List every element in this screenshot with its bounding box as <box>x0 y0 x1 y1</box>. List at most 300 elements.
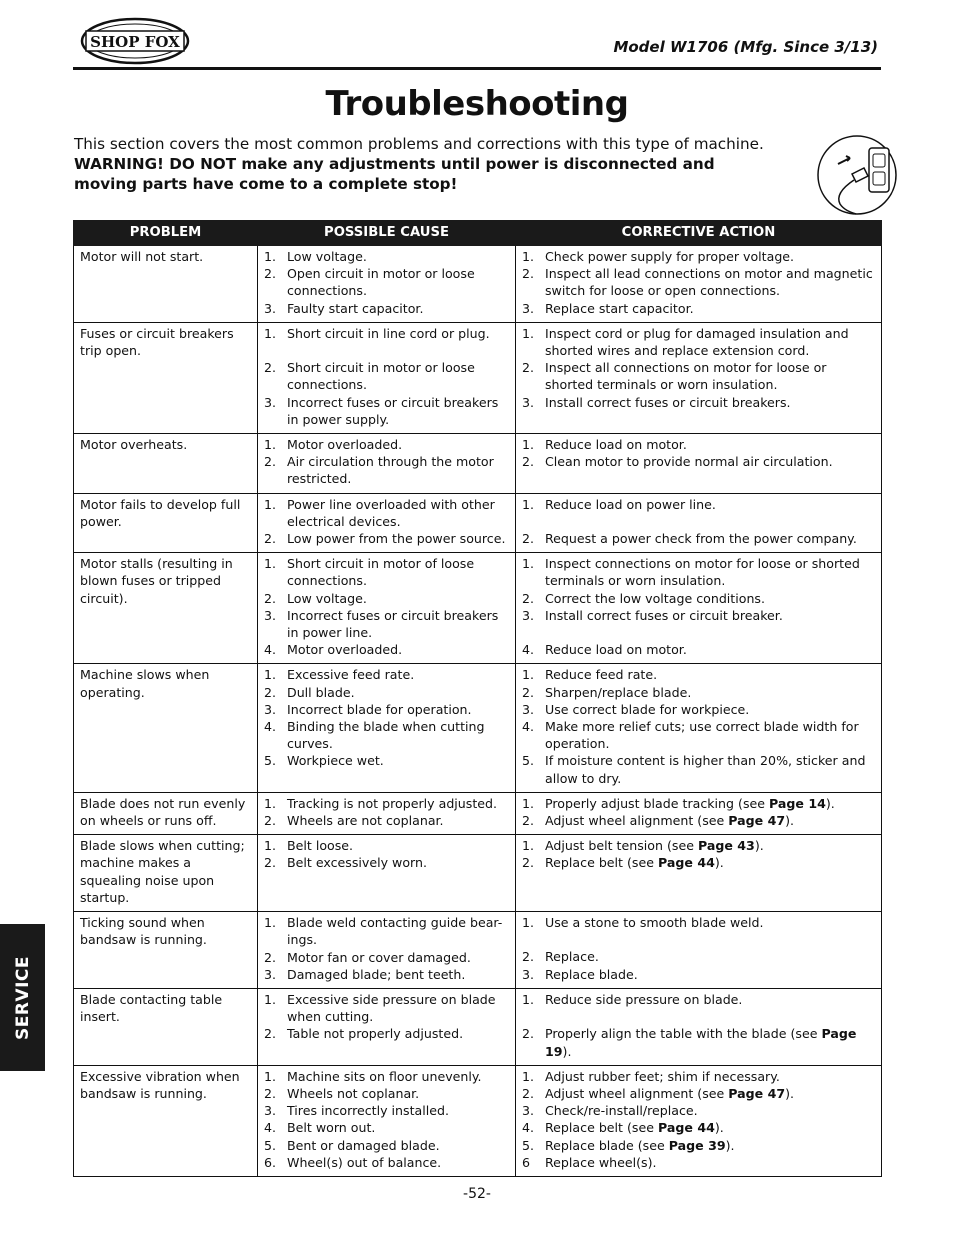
table-row <box>74 493 882 553</box>
item-text: Wheels are not coplanar. <box>287 813 444 829</box>
item-number: 3. <box>264 607 277 623</box>
item-text-end: ). <box>825 795 835 811</box>
cause-item <box>264 436 511 453</box>
item-number: 2. <box>522 1026 535 1042</box>
item-text: Machine sits on floor unevenly. <box>287 1068 482 1084</box>
cause-item <box>264 641 511 658</box>
item-text-end: ). <box>562 1043 572 1059</box>
cause-item <box>264 394 511 428</box>
cause-cell <box>258 434 516 494</box>
action-item <box>522 1025 877 1059</box>
item-number: 2. <box>264 1026 277 1042</box>
item-number: 1. <box>522 991 535 1007</box>
action-item <box>522 666 877 683</box>
action-cell <box>516 434 882 494</box>
item-text-end: ). <box>725 1137 735 1153</box>
item-text: Check/re-install/replace. <box>545 1103 698 1119</box>
cause-cell <box>258 553 516 664</box>
cause-list <box>264 914 511 983</box>
action-item <box>522 1068 877 1085</box>
action-item <box>522 701 877 718</box>
header-corrective-action: CORRECTIVE ACTION <box>516 221 882 246</box>
item-number: 3. <box>522 701 535 717</box>
item-text: Power line overloaded with other electrical devices. <box>287 496 495 529</box>
item-text: Dull blade. <box>287 684 355 700</box>
action-item <box>522 359 877 393</box>
action-cell <box>516 792 882 834</box>
item-text: Check power supply for proper voltage. <box>545 249 795 264</box>
action-item <box>522 1085 877 1102</box>
action-item <box>522 1102 877 1119</box>
cause-cell <box>258 664 516 792</box>
item-number: 2. <box>522 360 535 376</box>
item-text: Adjust belt tension (see <box>545 838 698 854</box>
unplug-icon <box>816 134 898 216</box>
page-reference: Page 43 <box>697 838 755 854</box>
action-list <box>522 795 877 829</box>
page-title: Troubleshooting <box>325 84 629 124</box>
problem-cell: Fuses or circuit breakers trip open. <box>74 322 258 433</box>
item-text: Sharpen/replace blade. <box>545 684 692 700</box>
table-body <box>74 246 882 1177</box>
action-item <box>522 966 877 983</box>
item-number: 2. <box>264 531 277 547</box>
page-reference: Page 44 <box>657 1120 715 1136</box>
cause-cell <box>258 912 516 989</box>
item-number: 1. <box>522 795 535 811</box>
item-text: Short circuit in motor or loose connections. <box>287 360 475 393</box>
item-number: 3. <box>264 1103 277 1119</box>
cause-list <box>264 496 511 548</box>
item-number: 1. <box>522 667 535 683</box>
action-item <box>522 991 877 1008</box>
problem-cell: Blade contacting table insert. <box>74 988 258 1065</box>
action-cell <box>516 246 882 323</box>
action-item <box>522 325 877 359</box>
item-text: Replace belt (see <box>545 855 658 871</box>
action-cell <box>516 912 882 989</box>
action-cell <box>516 664 882 792</box>
item-number: 2. <box>264 949 277 965</box>
action-item <box>522 300 877 317</box>
action-item <box>522 812 877 829</box>
item-text: Motor fan or cover damaged. <box>287 949 471 965</box>
item-text: Wheels not coplanar. <box>287 1085 420 1101</box>
action-item <box>522 948 877 965</box>
troubleshooting-table <box>73 220 882 1177</box>
table-row <box>74 1065 882 1176</box>
action-item <box>522 914 877 931</box>
page-reference: Page 47 <box>728 1085 786 1101</box>
item-text: Incorrect fuses or circuit breakers in power supply. <box>287 394 499 427</box>
item-number: 3. <box>522 966 535 982</box>
item-text: Open circuit in motor or loose connections. <box>287 266 475 299</box>
cause-item <box>264 991 511 1025</box>
item-text: Low power from the power source. <box>287 531 506 547</box>
item-text: Wheel(s) out of balance. <box>287 1154 442 1170</box>
item-number: 2. <box>522 949 535 965</box>
action-cell <box>516 553 882 664</box>
item-number: 2. <box>264 855 277 871</box>
cause-item <box>264 248 511 265</box>
cause-cell <box>258 493 516 553</box>
cause-item <box>264 453 511 487</box>
item-number: 4. <box>264 1120 277 1136</box>
table-row <box>74 322 882 433</box>
table-row <box>74 246 882 323</box>
item-number: 1. <box>264 249 277 264</box>
action-list <box>522 837 877 871</box>
cause-list <box>264 837 511 871</box>
item-number: 2. <box>522 684 535 700</box>
cause-item <box>264 496 511 530</box>
action-item <box>522 496 877 513</box>
item-number: 1. <box>264 496 277 512</box>
action-item <box>522 590 877 607</box>
item-text: Motor overloaded. <box>287 642 403 658</box>
cause-item <box>264 795 511 812</box>
cause-list <box>264 991 511 1043</box>
item-number: 4. <box>522 1120 535 1136</box>
problem-cell: Motor overheats. <box>74 434 258 494</box>
problem-cell: Blade slows when cutting; machine makes a squealing noise upon startup. <box>74 835 258 912</box>
side-tab-label: SERVICE <box>12 955 33 1040</box>
item-number: 1. <box>264 915 277 931</box>
item-text: Reduce load on motor. <box>545 642 687 658</box>
item-text: Incorrect fuses or circuit breakers in power line. <box>287 607 499 641</box>
action-list <box>522 666 877 786</box>
model-title: Model W1706 (Mfg. Since 3/13) <box>613 38 878 56</box>
item-text-end: ). <box>785 1085 795 1101</box>
cause-item <box>264 752 511 769</box>
action-item <box>522 837 877 854</box>
item-text: Short circuit in line cord or plug. <box>287 325 490 341</box>
action-item <box>522 248 877 265</box>
item-number: 2. <box>264 684 277 700</box>
page-reference: Page 39 <box>668 1137 726 1153</box>
item-text: Use a stone to smooth blade weld. <box>545 915 764 931</box>
cause-item <box>264 684 511 701</box>
cause-cell <box>258 322 516 433</box>
item-number: 1. <box>522 249 535 264</box>
item-text: Blade weld contacting guide bear-ings. <box>287 915 503 948</box>
page-reference: Page 19 <box>545 1026 857 1059</box>
item-text: Adjust rubber feet; shim if necessary. <box>545 1068 780 1084</box>
item-number: 1. <box>264 795 277 811</box>
cause-item <box>264 555 511 589</box>
item-text: Low voltage. <box>287 590 367 606</box>
cause-item <box>264 718 511 752</box>
action-list <box>522 325 877 411</box>
cause-item <box>264 300 511 317</box>
item-text: Inspect connections on motor for loose or shorted terminals or worn insulation. <box>545 556 860 589</box>
shop-fox-logo <box>80 16 190 66</box>
item-text-end: ). <box>714 1120 724 1136</box>
problem-cell: Excessive vibration when bandsaw is running. <box>74 1065 258 1176</box>
cause-list <box>264 555 511 658</box>
item-text: Faulty start capacitor. <box>287 300 424 316</box>
item-text: Properly align the table with the blade (see <box>545 1026 822 1042</box>
action-list <box>522 436 877 470</box>
item-text: Replace wheel(s). <box>545 1154 657 1170</box>
item-number: 2. <box>522 454 535 470</box>
item-number: 1. <box>522 915 535 931</box>
item-number: 2. <box>264 266 277 282</box>
item-number: 4. <box>264 642 277 658</box>
item-number: 3. <box>264 966 277 982</box>
item-text: Inspect all lead connections on motor and magnetic switch for loose or open connections. <box>545 266 873 299</box>
cause-list <box>264 325 511 428</box>
item-number: 1. <box>264 991 277 1007</box>
item-text: Replace belt (see <box>545 1120 658 1136</box>
item-text: Belt excessively worn. <box>287 855 427 871</box>
action-item <box>522 1154 877 1171</box>
item-text: Install correct fuses or circuit breakers. <box>545 394 791 410</box>
action-item <box>522 265 877 299</box>
item-number: 2. <box>264 590 277 606</box>
header-possible-cause: POSSIBLE CAUSE <box>258 221 516 246</box>
item-text: Replace. <box>545 949 599 965</box>
item-number: 1. <box>264 325 277 341</box>
item-text: Motor overloaded. <box>287 437 403 453</box>
service-side-tab <box>0 924 45 1071</box>
action-list <box>522 496 877 548</box>
intro-paragraph <box>74 134 764 194</box>
item-text: Replace start capacitor. <box>545 300 694 316</box>
item-text: Inspect cord or plug for damaged insulation and shorted wires and replace extension cord. <box>545 325 849 359</box>
item-number: 6. <box>264 1154 277 1170</box>
action-item <box>522 453 877 470</box>
item-number: 3. <box>522 300 535 316</box>
item-number: 1. <box>264 838 277 854</box>
action-cell <box>516 322 882 433</box>
page-number: -52- <box>463 1186 491 1202</box>
table-row <box>74 835 882 912</box>
item-number: 1. <box>522 838 535 854</box>
item-text: Reduce side pressure on blade. <box>545 991 743 1007</box>
item-text: Make more relief cuts; use correct blade width for operation. <box>545 719 859 752</box>
logo-text: SHOP FOX <box>90 33 180 51</box>
action-item <box>522 394 877 411</box>
item-text: Binding the blade when cutting curves. <box>287 719 485 752</box>
action-item <box>522 854 877 871</box>
item-number: 2. <box>522 1085 535 1101</box>
item-number: 3. <box>522 607 535 623</box>
item-number: 1. <box>264 556 277 572</box>
cause-item <box>264 530 511 547</box>
item-text: Adjust wheel alignment (see <box>545 1085 729 1101</box>
cause-item <box>264 1102 511 1119</box>
item-number: 2. <box>522 590 535 606</box>
cause-item <box>264 607 511 641</box>
action-list <box>522 1068 877 1171</box>
item-text: Excessive feed rate. <box>287 667 415 683</box>
item-number: 1. <box>264 1068 277 1084</box>
cause-item <box>264 966 511 983</box>
intro-warning: WARNING! DO NOT make any adjustments until power is disconnected and moving parts have come to a complete stop! <box>74 155 715 193</box>
cause-item <box>264 1025 511 1042</box>
item-text: Air circulation through the motor restricted. <box>287 454 494 487</box>
item-number: 3. <box>522 394 535 410</box>
item-number: 3. <box>264 300 277 316</box>
item-text: Tires incorrectly installed. <box>287 1103 449 1119</box>
item-text: If moisture content is higher than 20%, sticker and allow to dry. <box>545 753 866 786</box>
item-number: 1. <box>522 437 535 453</box>
cause-item <box>264 812 511 829</box>
action-item <box>522 752 877 786</box>
item-number: 5. <box>264 1137 277 1153</box>
page-reference: Page 14 <box>769 795 826 811</box>
item-text: Inspect all connections on motor for loose or shorted terminals or worn insulation. <box>545 360 827 393</box>
problem-cell: Blade does not run evenly on wheels or runs off. <box>74 792 258 834</box>
item-number: 6 <box>522 1154 531 1170</box>
cause-item <box>264 854 511 871</box>
table-row <box>74 792 882 834</box>
action-cell <box>516 1065 882 1176</box>
header-problem: PROBLEM <box>74 221 258 246</box>
item-text: Request a power check from the power company. <box>545 531 857 547</box>
item-text: Install correct fuses or circuit breaker. <box>545 607 783 623</box>
item-text: Reduce load on power line. <box>545 496 716 512</box>
problem-cell: Ticking sound when bandsaw is running. <box>74 912 258 989</box>
action-item <box>522 1137 877 1154</box>
item-number: 4. <box>264 719 277 735</box>
table-row <box>74 988 882 1065</box>
cause-item <box>264 701 511 718</box>
problem-cell: Machine slows when operating. <box>74 664 258 792</box>
item-number: 3. <box>522 1103 535 1119</box>
item-number: 2. <box>264 360 277 376</box>
cause-item <box>264 837 511 854</box>
item-number: 2. <box>522 813 535 829</box>
cause-cell <box>258 246 516 323</box>
item-text: Clean motor to provide normal air circulation. <box>545 454 833 470</box>
cause-list <box>264 1068 511 1171</box>
cause-item <box>264 666 511 683</box>
action-item <box>522 718 877 752</box>
item-text: Table not properly adjusted. <box>287 1026 464 1042</box>
problem-cell: Motor will not start. <box>74 246 258 323</box>
action-list <box>522 991 877 1060</box>
item-text: Short circuit in motor of loose connections. <box>287 556 475 589</box>
item-text-end: ). <box>754 838 764 854</box>
item-text: Belt loose. <box>287 838 354 854</box>
item-text: Properly adjust blade tracking (see <box>545 795 770 811</box>
action-item <box>522 530 877 547</box>
item-text-end: ). <box>714 855 724 871</box>
item-text: Incorrect blade for operation. <box>287 701 472 717</box>
cause-cell <box>258 792 516 834</box>
item-text: Use correct blade for workpiece. <box>545 701 750 717</box>
cause-item <box>264 949 511 966</box>
item-text: Belt worn out. <box>287 1120 376 1136</box>
item-number: 3. <box>264 701 277 717</box>
cause-item <box>264 914 511 948</box>
cause-item <box>264 359 511 393</box>
item-number: 1. <box>522 1068 535 1084</box>
intro-text: This section covers the most common problems and corrections with this type of machine. <box>74 135 764 153</box>
action-item <box>522 436 877 453</box>
action-item <box>522 641 877 658</box>
cause-item <box>264 1085 511 1102</box>
cause-cell <box>258 988 516 1065</box>
cause-list <box>264 795 511 829</box>
action-item <box>522 1119 877 1136</box>
item-number: 2. <box>264 454 277 470</box>
cause-item <box>264 1119 511 1136</box>
action-list <box>522 555 877 658</box>
table-row <box>74 664 882 792</box>
item-number: 5. <box>522 1137 535 1153</box>
cause-item <box>264 1068 511 1085</box>
item-number: 5. <box>264 753 277 769</box>
cause-cell <box>258 1065 516 1176</box>
action-cell <box>516 493 882 553</box>
header-rule <box>73 67 881 70</box>
cause-item <box>264 590 511 607</box>
action-cell <box>516 835 882 912</box>
item-text: Replace blade. <box>545 966 638 982</box>
item-text: Workpiece wet. <box>287 753 384 769</box>
action-item <box>522 795 877 812</box>
cause-item <box>264 265 511 299</box>
table-row <box>74 434 882 494</box>
item-number: 5. <box>522 753 535 769</box>
item-text: Correct the low voltage conditions. <box>545 590 765 606</box>
action-item <box>522 684 877 701</box>
item-number: 1. <box>522 496 535 512</box>
item-text: Adjust wheel alignment (see <box>545 813 729 829</box>
item-number: 4. <box>522 642 535 658</box>
item-number: 1. <box>522 325 535 341</box>
problem-cell: Motor stalls (resulting in blown fuses or tripped circuit). <box>74 553 258 664</box>
action-list <box>522 248 877 317</box>
action-list <box>522 914 877 983</box>
cause-item <box>264 325 511 342</box>
item-text-end: ). <box>785 813 795 829</box>
problem-cell: Motor fails to develop full power. <box>74 493 258 553</box>
cause-item <box>264 1154 511 1171</box>
item-number: 2. <box>264 813 277 829</box>
item-text: Reduce feed rate. <box>545 667 658 683</box>
cause-cell <box>258 835 516 912</box>
cause-list <box>264 436 511 488</box>
item-number: 4. <box>522 719 535 735</box>
action-item <box>522 607 877 624</box>
page-reference: Page 44 <box>657 855 715 871</box>
item-number: 3. <box>264 394 277 410</box>
table-row <box>74 912 882 989</box>
table-header-row <box>74 221 882 246</box>
item-number: 2. <box>264 1085 277 1101</box>
cause-item <box>264 1137 511 1154</box>
item-number: 1. <box>264 667 277 683</box>
cause-list <box>264 666 511 769</box>
item-number: 2. <box>522 531 535 547</box>
item-number: 2. <box>522 266 535 282</box>
action-item <box>522 555 877 589</box>
item-text: Bent or damaged blade. <box>287 1137 440 1153</box>
item-text: Excessive side pressure on blade when cutting. <box>287 991 496 1025</box>
item-number: 2. <box>522 855 535 871</box>
item-text: Replace blade (see <box>545 1137 669 1153</box>
page-reference: Page 47 <box>728 813 786 829</box>
item-text: Tracking is not properly adjusted. <box>287 795 498 811</box>
table-row <box>74 553 882 664</box>
item-text: Low voltage. <box>287 249 367 264</box>
item-text: Reduce load on motor. <box>545 437 687 453</box>
action-cell <box>516 988 882 1065</box>
